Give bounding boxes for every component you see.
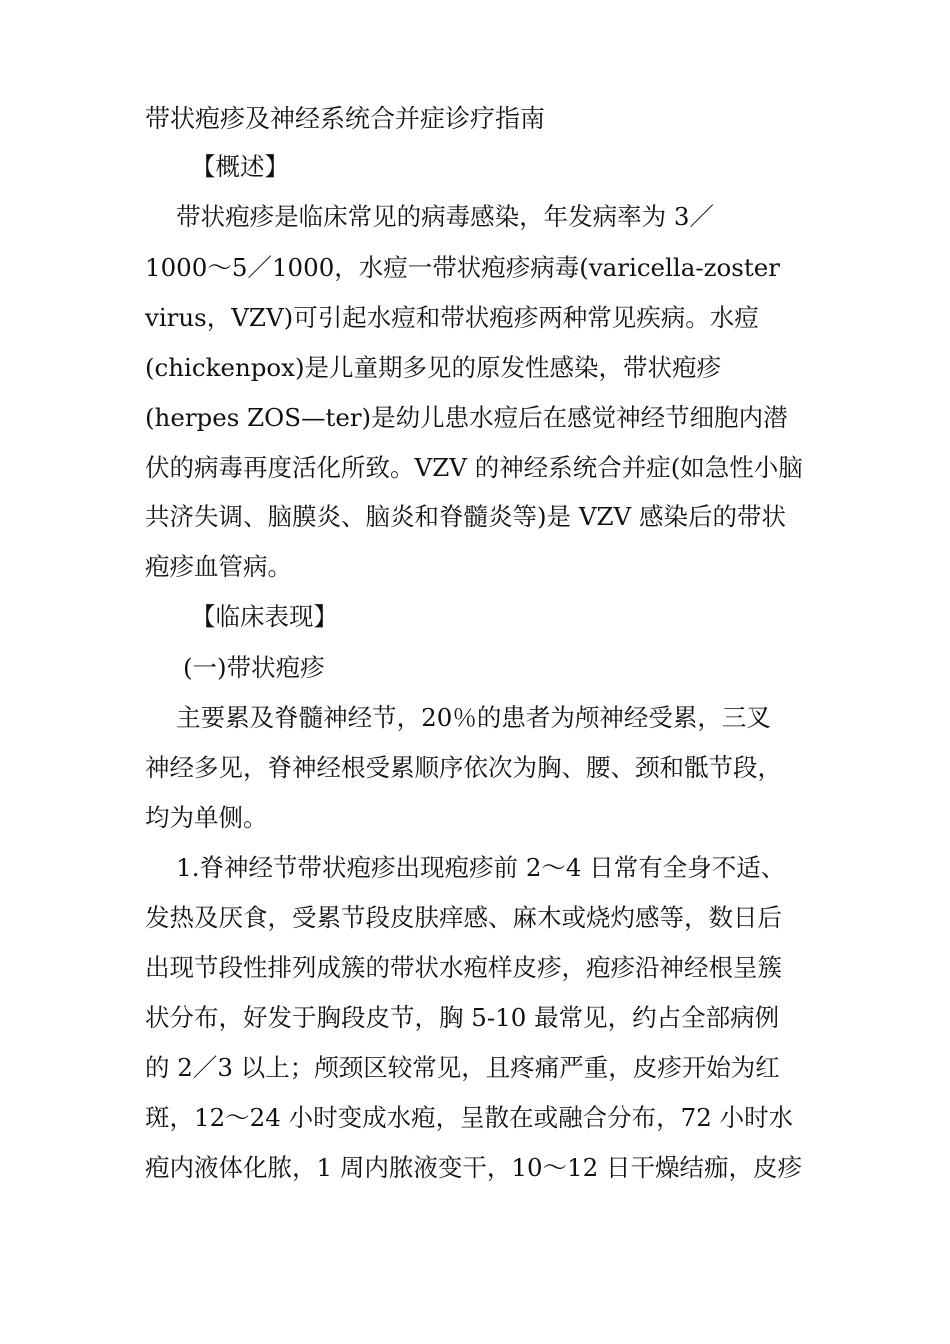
overview-line-3: virus，VZV)可引起水痘和带状疱疹两种常见疾病。水痘 xyxy=(145,303,759,332)
paragraph-2-line-1: 1.脊神经节带状疱疹出现疱疹前 2～4 日常有全身不适、 xyxy=(145,853,786,882)
section-heading-clinical: 【临床表现】 xyxy=(191,602,338,631)
overview-line-4: (chickenpox)是儿童期多见的原发性感染，带状疱疹 xyxy=(145,353,722,382)
paragraph-2-line-3: 出现节段性排列成簇的带状水疱样皮疹，疱疹沿神经根呈簇 xyxy=(145,953,782,982)
paragraph-1-line-2: 神经多见，脊神经根受累顺序依次为胸、腰、颈和骶节段， xyxy=(145,753,782,782)
paragraph-2-line-5: 的 2／3 以上；颅颈区较常见，且疼痛严重，皮疹开始为红 xyxy=(145,1053,780,1082)
paragraph-2-line-4: 状分布，好发于胸段皮节，胸 5-10 最常见，约占全部病例 xyxy=(145,1003,780,1032)
paragraph-2-line-6: 斑，12～24 小时变成水疱，呈散在或融合分布，72 小时水 xyxy=(145,1103,794,1132)
paragraph-2-line-7: 疱内液体化脓，1 周内脓液变干，10～12 日干燥结痂，皮疹 xyxy=(145,1153,803,1182)
overview-line-5: (herpes ZOS—ter)是幼儿患水痘后在感觉神经节细胞内潜 xyxy=(145,403,788,432)
subsection-heading-1: (一)带状疱疹 xyxy=(183,653,325,682)
overview-line-7: 共济失调、脑膜炎、脑炎和脊髓炎等)是 VZV 感染后的带状 xyxy=(145,502,787,531)
section-heading-overview: 【概述】 xyxy=(191,152,289,181)
overview-line-1: 带状疱疹是临床常见的病毒感染，年发病率为 3／ xyxy=(145,202,715,231)
paragraph-1-line-3: 均为单侧。 xyxy=(145,803,268,832)
paragraph-1-line-1: 主要累及脊髓神经节，20％的患者为颅神经受累，三叉 xyxy=(145,703,771,732)
overview-line-2: 1000～5／1000，水痘一带状疱疹病毒(varicella-zoster xyxy=(145,253,780,282)
overview-line-6: 伏的病毒再度活化所致。VZV 的神经系统合并症(如急性小脑 xyxy=(145,453,803,482)
overview-line-8: 疱疹血管病。 xyxy=(145,552,292,581)
paragraph-2-line-2: 发热及厌食，受累节段皮肤痒感、麻木或烧灼感等，数日后 xyxy=(145,903,782,932)
document-title: 带状疱疹及神经系统合并症诊疗指南 xyxy=(145,104,546,133)
